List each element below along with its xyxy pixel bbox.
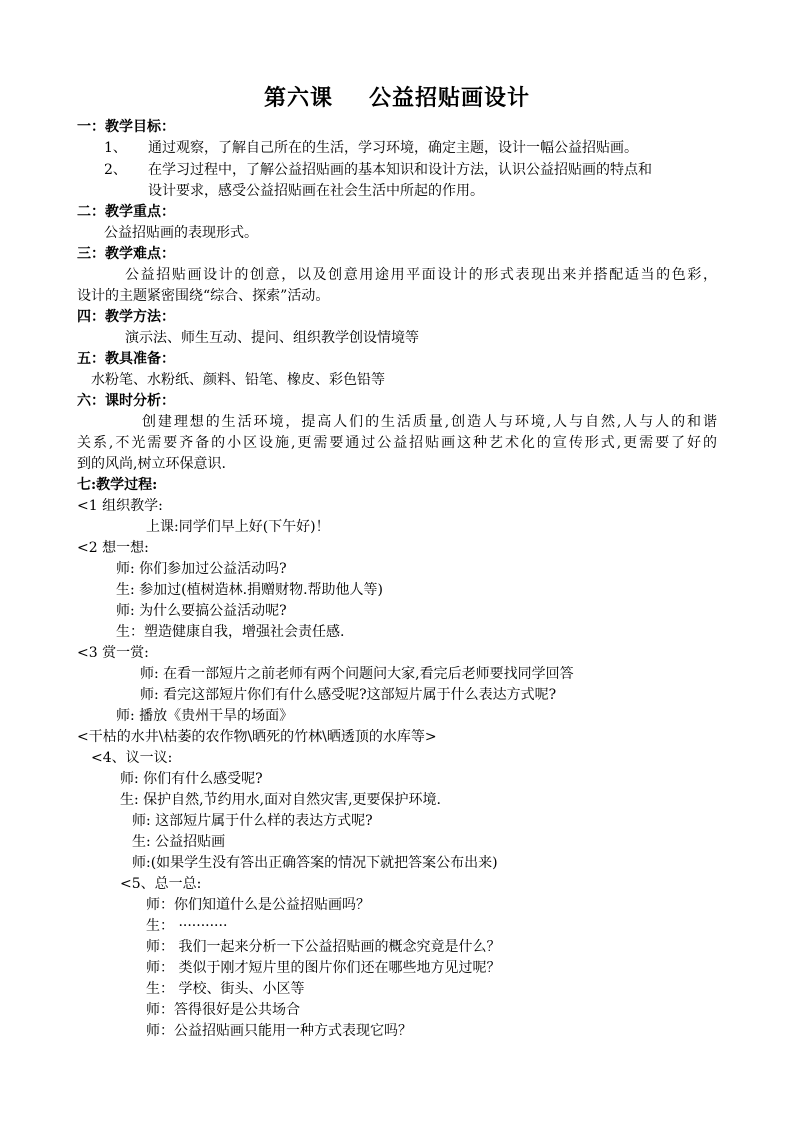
step-5-line: 师： 我们一起来分析一下公益招贴画的概念究竟是什么？ — [146, 939, 501, 955]
analysis-line-2: 关系,不光需要齐备的小区设施,更需要通过公益招贴画这种艺术化的宣传形式,更需要了好的 — [77, 435, 717, 451]
step-4-line: 生: 保护自然,节约用水,面对自然灾害,更要保护环境. — [120, 792, 441, 808]
step-4-line: 生: 公益招贴画 — [132, 834, 226, 850]
difficulty-line-2: 设计的主题紧密围绕“综合、探索”活动。 — [77, 288, 330, 304]
step-2-line: 师: 为什么要搞公益活动呢? — [116, 603, 287, 619]
goal-1-number: 1、 — [104, 140, 127, 156]
analysis-heading: 六：课时分析： — [77, 393, 175, 409]
step-2-line: 生：塑造健康自我，增强社会责任感. — [116, 624, 345, 640]
step-5-line: 师：你们知道什么是公益招贴画吗？ — [146, 897, 370, 913]
page-title — [0, 84, 794, 112]
lesson-number: 第六课 — [263, 85, 333, 111]
step-5-line: 师：公益招贴画只能用一种方式表现它吗？ — [146, 1023, 412, 1039]
step-4-line: 师: 你们有什么感受呢? — [120, 771, 263, 787]
step-3-line: 师: 在看一部短片之前老师有两个问题问大家,看完后老师要找同学回答 — [140, 666, 574, 682]
step-3-label: <3 赏一赏: — [77, 645, 149, 661]
methods-text: 演示法、师生互动、提问、组织教学创设情境等 — [125, 330, 419, 346]
step-4-label: <4、议一议: — [91, 750, 173, 766]
step-5-line: 生： ··········· — [146, 918, 228, 934]
step-4-line: 师: 这部短片属于什么样的表达方式呢? — [132, 813, 373, 829]
step-2-label: <2 想一想: — [77, 540, 149, 556]
analysis-line-3: 到的风尚,树立环保意识. — [77, 456, 226, 472]
step-4-line: 师:(如果学生没有答出正确答案的情况下就把答案公布出来) — [132, 855, 498, 871]
step-5-line: 师：答得很好是公共场合 — [146, 1002, 300, 1018]
focus-text: 公益招贴画的表现形式。 — [104, 225, 258, 241]
goals-heading: 一：教学目标： — [77, 119, 175, 135]
step-1-line: 上课:同学们早上好(下午好)！ — [146, 519, 330, 535]
tools-heading: 五：教具准备： — [77, 351, 175, 367]
methods-heading: 四：教学方法： — [77, 309, 175, 325]
goal-2-number: 2、 — [104, 162, 127, 178]
difficulty-line-1: 公益招贴画设计的创意，以及创意用途用平面设计的形式表现出来并搭配适当的色彩， — [125, 267, 717, 283]
tools-text: 水粉笔、水粉纸、颜料、铅笔、橡皮、彩色铅等 — [91, 372, 385, 388]
difficulty-heading: 三：教学难点： — [77, 246, 175, 262]
step-2-line: 师: 你们参加过公益活动吗? — [116, 561, 287, 577]
analysis-line-1: 创建理想的生活环境，提高人们的生活质量,创造人与环境,人与自然,人与人的和谐 — [142, 414, 717, 430]
step-1-label: <1 组织教学: — [77, 498, 163, 514]
goal-2-continuation: 设计要求，感受公益招贴画在社会生活中所起的作用。 — [148, 183, 484, 199]
lesson-name: 公益招贴画设计 — [369, 85, 531, 111]
step-5-line: 生： 学校、街头、小区等 — [146, 981, 305, 997]
process-heading: 七:教学过程: — [77, 477, 158, 493]
step-3-line: 师: 看完这部短片你们有什么感受呢?这部短片属于什么表达方式呢? — [140, 687, 557, 703]
step-5-line: 师： 类似于刚才短片里的图片你们还在哪些地方见过呢？ — [146, 960, 501, 976]
step-3-line: <干枯的水井\枯萎的农作物\晒死的竹林\晒透顶的水库等> — [77, 729, 437, 745]
goal-2-text: 在学习过程中，了解公益招贴画的基本知识和设计方法，认识公益招贴画的特点和 — [148, 162, 652, 178]
step-3-line: 师: 播放《贵州干旱的场面》 — [116, 708, 294, 724]
goal-1-text: 通过观察，了解自己所在的生活，学习环境，确定主题，设计一幅公益招贴画。 — [148, 140, 638, 156]
focus-heading: 二：教学重点： — [77, 204, 175, 220]
step-2-line: 生: 参加过(植树造林.捐赠财物.帮助他人等) — [116, 582, 383, 598]
step-5-label: <5、总一总: — [120, 876, 202, 892]
